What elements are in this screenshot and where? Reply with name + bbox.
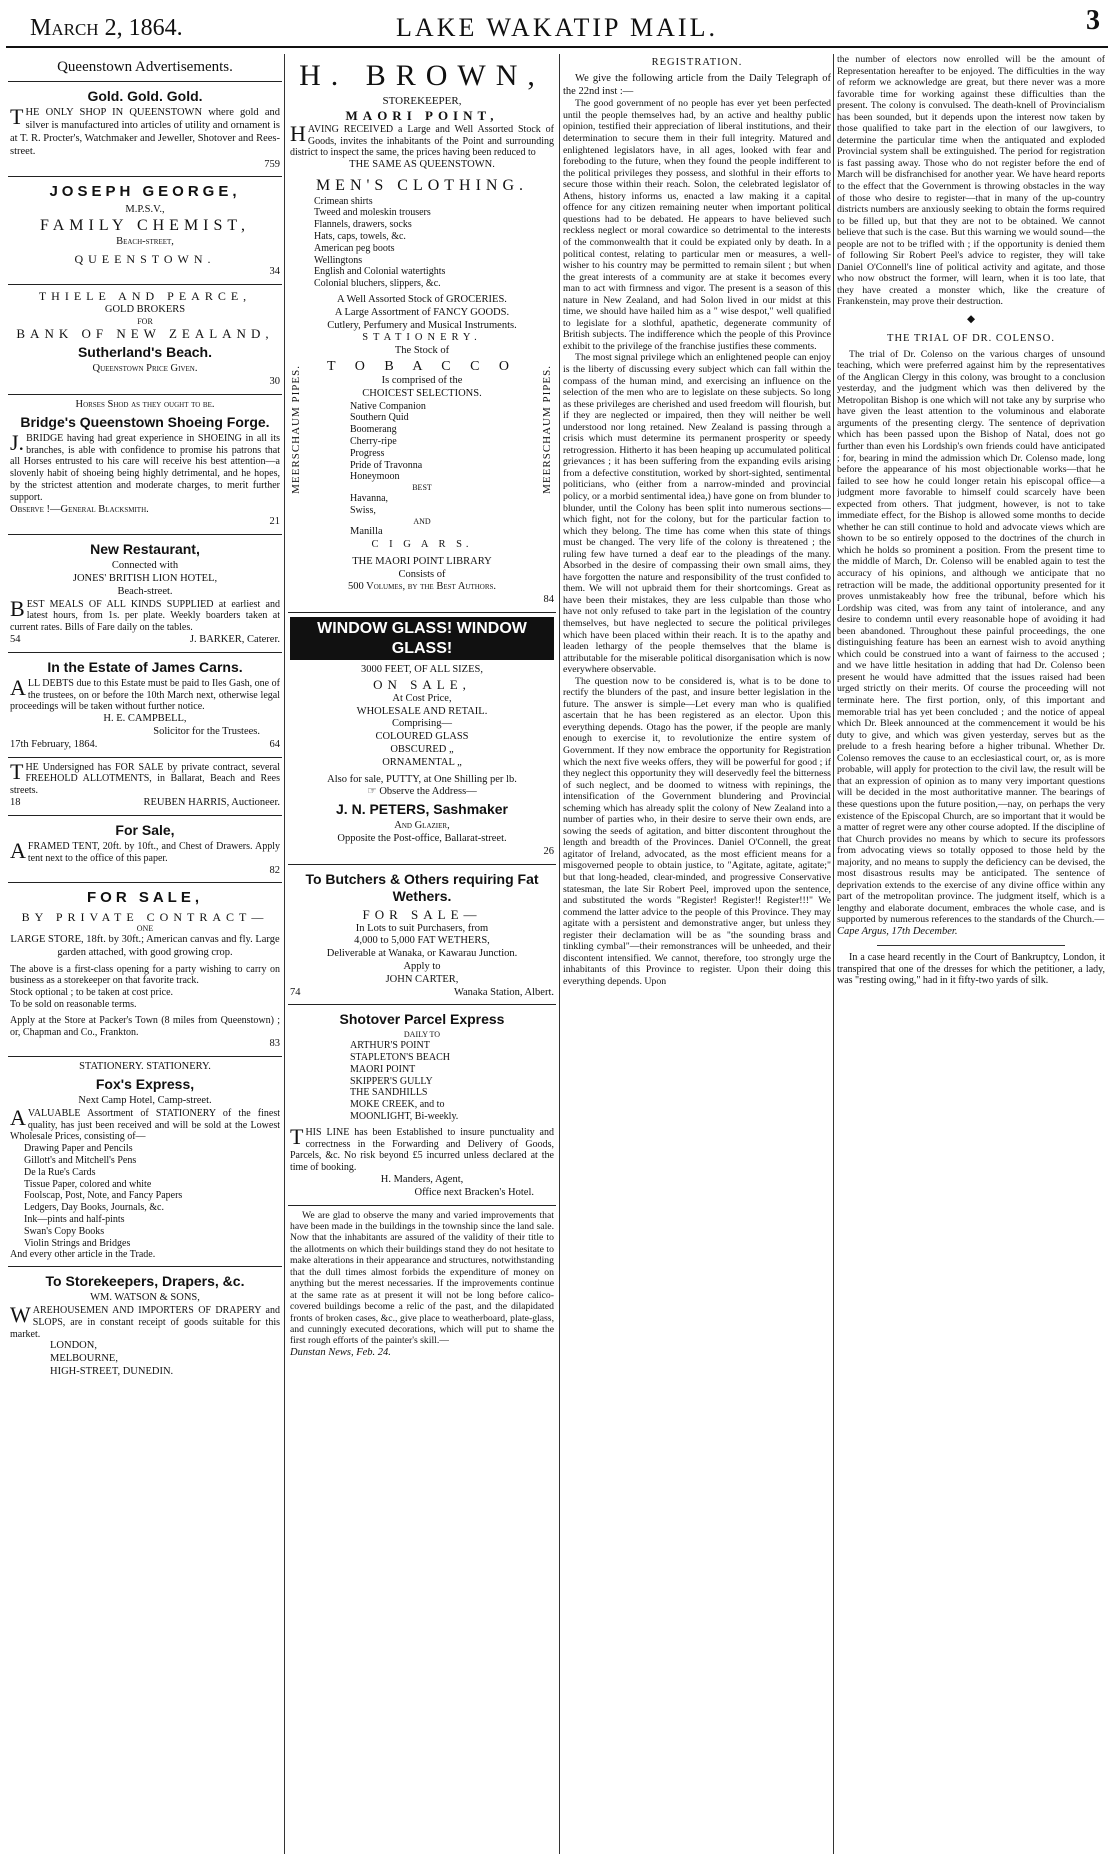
tob-list [310,401,534,484]
list-item: Foolscap, Post, Note, and Fancy Papers [24,1190,183,1202]
list-item: De la Rue's Cards [24,1166,96,1178]
ad-para: The above is a first-class opening for a party wishing to carry on business as a storekeeper on that favorite track. [10,963,280,987]
ad-heading: Fox's Express, [95,1075,195,1092]
tob-sub: Is comprised of the [381,375,463,386]
ad-sub: STOREKEEPER, [382,94,462,107]
ad-heading: FOR SALE, [86,889,203,907]
but-apply: Apply to [403,960,441,972]
wg-wholesale: WHOLESALE AND RETAIL. [356,705,488,717]
ad-text: ALL DEBTS due to this Estate must be paid to Iles Gash, one of the trustees, on or before the 10th March next, otherwise legal proceedings will be taken without further notice. [10,674,280,713]
list-item: Tissue Paper, colored and white [24,1178,152,1190]
ad-text: AVALUABLE Assortment of STATIONERY of the finest quality, has just been received and will be sold at the Lowest Wholesale Prices, consisting of— [10,1104,280,1143]
column-1 [8,54,282,1854]
ad-number: 30 [269,376,280,388]
ad-text: THE Undersigned has FOR SALE by private contract, several FREEHOLD ALLOTMENTS, in Ballarat, Beach and Rees streets. [10,758,280,797]
ad-sub: Beach-street. [117,585,173,597]
ad-carns-estate [8,653,282,758]
list-item: ORNAMENTAL „ [382,756,462,768]
ad-butchers [288,865,556,1006]
section-title: Queenstown Advertisements. [57,59,233,75]
article-snippet: In a case heard recently in the Court of Bankruptcy, London, it transpired that one of the dresses for which the petitioner, a lady, was "resting owing," had in it fifty-two yards of silk. [837,951,1105,987]
ad-line: Cutlery, Perfumery and Musical Instruments. [327,319,517,331]
masthead [0,0,1114,50]
ad-shotover [288,1005,556,1205]
list-item: Tweed and moleskin trousers [314,207,431,219]
list-item: Flannels, drawers, socks [314,219,412,231]
cigars: C I G A R S. [371,539,473,551]
ad-text: HAVING RECEIVED a Large and Well Assorted Stock of Goods, invites the inhabitants of the Point and surrounding district to inspect the same, the prices having been reduced to [290,120,554,159]
column-3 [563,54,831,1854]
ad-line: A Large Assortment of FANCY GOODS. [334,306,510,318]
but-wethers: 4,000 to 5,000 FAT WETHERS, [354,935,490,947]
ad-h-brown [288,54,556,613]
article-text: We are glad to observe the many and varied improvements that have been made in the buildings in the township since the land sale. Now that the inhabitants are assured of the validity of their title to the allotments on which their buildings stand they do not hesitate to make alterations in their appearance and structures, notwithstanding that the dull times almost forbids the expenditure of money on anything but the merest necessaries. If the improvements continue at the same rate as at present it will not be long before calico-covered buildings become a relic of the past, and the dilapidated fronts of broken cases, &c., give place to weatherboard, plate-glass, and cunningly executed decorations, which will put to shame the first rough efforts of the painter's skill.— [290,1209,554,1347]
ad-price: Queenstown Price Given. [92,363,198,375]
ad-tagline: Horses Shod as they ought to be. [75,398,215,410]
sho-sig2: Office next Bracken's Hotel. [414,1186,534,1198]
ad-town: QUEENSTOWN. [74,251,216,266]
list-item: SKIPPER'S GULLY [350,1075,433,1087]
ad-place: Sutherland's Beach. [77,344,213,361]
list-item: Hats, caps, towels, &c. [314,230,406,242]
tob-best: BEST [412,483,432,493]
ad-stationery: STATIONERY. [362,332,482,344]
ad-sub: JONES' BRITISH LION HOTEL, [72,573,218,585]
column-2 [288,54,556,1854]
wg-putty: Also for sale, PUTTY, at One Shilling per lb. [327,773,517,785]
ad-place: HIGH-STREET, DUNEDIN. [50,1366,174,1378]
tob-title: T O B A C C O [326,358,518,374]
ad-place: LONDON, [50,1340,97,1352]
column-divider [559,54,560,1854]
ad-one: ONE [136,924,154,934]
wg-name: J. N. PETERS, Sashmaker [336,801,508,818]
ad-joseph-george [8,177,282,285]
ad-tent [8,816,282,883]
ad-street: Beach-street, [116,235,174,247]
ad-number: 74 [290,986,301,998]
article-paragraph: The most signal privilege which an enlightened people can enjoy is the liberty of discussing every subject which can fall within the compass of the human mind, and exercising an influence on the selection of the men who are to legislate on these subjects. So long as these privileges are cherished and used freedom will flourish, but if they are neglected or impaired, then they will neither be well understood nor long retained. New Zealand is passing through a crisis which must determine its permanent prosperity or speedy retrogression. Hitherto it has been heaping up accumulated political grievances ; it has been suffering from the expanding evils arising from a defective constitution, worked by short-sighted, sentimental politicians, who (either from a narrow-minded and provincial policy, or a morbid sentimental idea,) have gone on from blunder to blunder, until the Colony has been split into numerous sections—which fight, not for the colony, but for the particular faction to which they belong. The time has come when this state of things must be changed. The very life of the colony is threatened ; the ruling few have turned a deaf ear to the pleadings of the many. Absorbed in the desire of compassing their own small aims, they have forgotten the nature and responsibility of the trust confided to them. We will not upbraid them for their shortcomings. Great as have been their mistakes, they are less culpable than those who have not only refused to take part in the legislation of the country themselves, but have neglected to secure the political privileges which have been placed within their reach. It is to the apathy and leaden lethargy of the people themselves that the blame is attributable for the miserable political disorganisation which is now everywhere observable. [563,352,831,676]
ad-watson [8,1267,282,1384]
list-item: Progress [350,447,385,459]
list-item: THE SANDHILLS [350,1087,428,1099]
ad-same: THE SAME AS QUEENSTOWN. [349,159,495,171]
ad-gold-heading: Gold. Gold. Gold. [87,88,203,105]
ad-text: LARGE STORE, 18ft. by 30ft.; American canvas and fly. Large garden attached, with good growing crop. [10,933,280,958]
manilla: Manilla [350,526,383,538]
but-text: In Lots to suit Purchasers, from [355,922,489,934]
but-sale: FOR SALE— [362,906,482,922]
ad-gold-text: THE ONLY SHOP IN QUEENSTOWN where gold and silver is manufactured into articles of utility and ornament is at T. R. Procter's, Watchmaker and Jeweller, Shotover and Rees-street. [10,104,280,157]
ad-heading: For Sale, [115,821,175,838]
but-deliver: Deliverable at Wanaka, or Kawarau Junction. [326,948,518,960]
article-heading: THE TRIAL OF DR. COLENSO. [887,332,1055,344]
sho-daily: DAILY TO [403,1030,441,1040]
list-item: Wellingtons [314,254,363,266]
list-item: Ink—pints and half-pints [24,1214,125,1225]
article-text: The trial of Dr. Colenso on the various charges of unsound teaching, which were preferred against him by the representatives of the Anglican Clergy in this colony, was brought to a conclusion yesterday, and the judgment which was then delivered by the Metropolitan Bishop is one which will not take any by surprise who have given the least attention to the voluminous and elaborate arguments of the presenting clergy. The sentence of deprivation which has been passed upon the Bishop of Natal, does not go further than even his Lordship's own friends could have anticipated ; for, bearing in mind the admission which Dr. Colenso made, long before the appearance of his most objectionable works—that he failed to see how he could longer retain his episcopal office—a judgment more favorable to himself could scarcely have been expected from others. That judgment, however, is not to take immediate effect, for the Bishop is allowed some months to decide whether he can still continue to hold and advocate views which are shown to be so entirely opposed to the doctrines of the church in which he holds so prominent a position. From the present time to the middle of March, Dr. Colenso will be enabled again to test the accuracy of his opinions, and although we anticipate that no retraction will be made, the additional opportunity presented for it proves unmistakeably how free the tribunal, before which his Lordship was cited, was from any taint of intolerance, and any desire to condemn until every reasonable hope of avoiding it had been abandoned. Throughout these painful proceedings, the one distinguishing feature has been an earnest wish to avoid anything which could be construed into a want of fairness to the accused ; and we have little hesitation in adding that had Dr. Colenso been present he would have admitted that the issues raised had been urged strictly on their merits. Of course the proceeding will not terminate here. The first portion, only, of this important and memorable trial has yet been concluded ; and the notice of appeal which Dr. Bleek announced at the commencement it would be his duty to give, and which was given yesterday, serves but as the prelude to a fresh hearing before a higher tribunal. Whether Dr. Colenso removes the cause to an ecclesiastical court, or, as is more probable, will apply for protection to the civil law, the result will be that an expression of opinion as to many very important questions will be decided in the most authoritative manner. The bearings of these questions upon the future position,—nay, on perhaps the very existence of the Episcopal Church, are so important that it would be a matter of regret were any other course adopted. If the discipline of that Church provides no means by which to secure its professors from advocating views so totally opposed to those held by the majority, and no means to supply the deficiency can be devised, the most disastrous results may be anticipated. The sentence of deprivation extends to the exercise of any divine office within any part of the metropolitan province. The judgment itself, which is a lengthy and elaborate document, embraces the whole case, and is supported by numerous references to the standards of the Church.— [837,348,1105,926]
sho-list [290,1040,554,1123]
wg-cost: At Cost Price, [392,692,452,704]
ad-para: To be sold on reasonable terms. [10,998,137,1010]
article-source: Cape Argus, 17th December. [837,925,958,937]
wg-observe: ☞ Observe the Address— [367,786,477,798]
list-item: MAORI POINT [350,1063,416,1075]
ad-heading: Shotover Parcel Express [339,1011,505,1028]
list-item: ARTHUR'S POINT [350,1040,430,1052]
ad-heading: To Butchers & Others requiring Fat Wethers. [305,870,539,904]
list-item: Gillott's and Mitchell's Pens [24,1155,137,1167]
ad-top: STATIONERY. STATIONERY. [79,1061,211,1073]
library-sub: Consists of [398,568,446,580]
list-item: American peg boots [314,242,395,254]
ad-signature: Observe !—General Blacksmith. [10,503,149,515]
column-divider [833,54,834,1854]
masthead-rule [6,46,1108,48]
list-item: Violin Strings and Bridges [24,1237,131,1249]
list-item: STAPLETON'S BEACH [350,1052,450,1063]
ad-number: 759 [264,158,280,170]
wg-feet: 3000 FEET, OF ALL SIZES, [361,664,483,676]
ad-for: FOR [137,316,153,326]
ad-heading: THIELE AND PEARCE, [38,289,252,304]
ad-sub: BY PRIVATE CONTRACT— [21,909,269,924]
ad-number: 26 [543,845,554,857]
article-continuation: the number of electors now enrolled will be the amount of Representation hereafter to be enjoyed. The difficulties in the way of reform we acknowledge are great, but there never was a more favorable time for working against these difficulties than the present. The colony is convulsed. The death-knell of Provincialism has been sounded, but it depends upon the interest now taken by those qualified to take part in the election of our lawgivers, to determine the particular time when the antiquated and exploded Provincial system shall be extinguished. The period for registration is fast passing away. Those who do not register before the end of March will be disfranchised for another year. We have heard reports to the effect that the Government is throwing obstacles in the way of those who desire to register—that in many of the up-country districts numbers are anxiously seeking to obtain the forms required to be filled up, but that they are not to be obtained. We cannot believe that such is the case. But this warning we would sound—the people are not to be trifled with ; if the opportunity is denied them of following Sir Robert Peel's advice to register, they will take Daniel O'Connell's line of political activity and agitate, and those who now obstruct the former, will learn, when it is too late, that they have created a monster which, like the creature of Frankenstein, may prove their destruction. [837,54,1105,308]
cig-list [310,493,534,517]
list-item: Honeymoon [350,471,400,483]
ad-text: J.BRIDGE having had great experience in SHOEING in all its branches, is able with confidence to promise his patrons that all Horses entrusted to his care will receive his best attention—a slovenly habit of shoeing being highly detrimental, and he hopes, by the strictest attention and moderate charges, to merit further support. [10,429,280,503]
ad-text: BEST MEALS OF ALL KINDS SUPPLIED at earliest and latest hours, from 1s. per plate. Weekly boarders taken at current rates. Bills of Fare daily on the tables. [10,595,280,634]
ad-store [8,883,282,1057]
wg-opposite: Opposite the Post-office, Ballarat-street. [337,832,507,844]
ad-signature-title: Solicitor for the Trustees. [153,726,260,738]
list-item: Southern Quid [350,412,409,424]
meerschaum-pipes-right: MEERSCHAUM PIPES. [540,365,553,494]
ad-location: MAORI POINT, [345,108,499,123]
section-header [8,54,282,82]
ad-text: AFRAMED TENT, 20ft. by 10ft., and Chest of Drawers. Apply tent next to the office of this paper. [10,837,280,864]
ad-signature: J. BARKER, Caterer. [189,634,280,645]
ad-fox-express [8,1057,282,1267]
ad-title: FAMILY CHEMIST, [40,217,250,235]
wg-glazier: And Glazier, [394,820,450,832]
list-item: Colonial bluchers, slippers, &c. [314,278,441,290]
column-divider [284,54,285,1854]
list-item: Ledgers, Day Books, Journals, &c. [24,1202,164,1214]
article-heading: REGISTRATION. [651,57,743,68]
article-improvements [288,1206,556,1365]
ad-window-glass [288,613,556,865]
list-item: Boomerang [350,424,397,436]
ad-allotments [8,758,282,816]
library: THE MAORI POINT LIBRARY [352,555,492,567]
ad-sub: Connected with [111,560,179,572]
ad-bank: BANK OF NEW ZEALAND, [16,326,274,342]
section-divider: ◆ [966,314,976,326]
ad-bridge [8,395,282,535]
ad-number: 82 [269,864,280,876]
list-item: Havanna, [350,492,389,504]
ad-subheading: M.P.S.V., [125,203,165,215]
list-item: COLOURED GLASS [375,731,469,743]
tob-pre: The Stock of [394,345,450,357]
ad-heading: WINDOW GLASS! WINDOW GLASS! [290,617,554,660]
ad-number: 34 [269,266,280,278]
ad-number: 83 [269,1038,280,1050]
wg-comprising: Comprising— [391,718,453,730]
issue-date: March 2, 1864. [30,15,183,41]
list-item: Pride of Travonna [350,459,423,471]
ad-number: 84 [543,594,554,606]
list-item: Cherry-ripe [350,435,397,447]
ad-number: 54 [10,634,21,645]
ad-heading: In the Estate of James Carns. [47,658,243,675]
ad-end: And every other article in the Trade. [10,1249,156,1261]
tob-and: AND [413,516,431,526]
meerschaum-pipes-left: MEERSCHAUM PIPES. [290,365,302,494]
list-item: OBSCURED „ [390,743,454,755]
but-name: JOHN CARTER, [385,973,459,985]
article-paragraph: The question now to be considered is, what is to be done to rectify the blunders of the past, and insure better legislation in the future. The answer is simple—Let every man who is qualified ascertain that he has been registered as an elector. Upon this everything depends. Otago has the power, if the people are manly enough to exercise it, to revolutionize the entire system of Government. If they now embrace the opportunity for Registration which the next five weeks offers, they will be powerful for good ; if they neglect this opportunity they will deservedly feel the bitterness of such neglect, and be doomed to witness with repinings, the intensification of the Government blundering and Provincial scheming which has already split the colony of New Zealand into a number of parties who, in their desire to serve their own ends, are sowing the seeds of agitation, and bitter discontent throughout the length and breadth of the Provinces. Daniel O'Connell, the great agitator of Ireland, advocated, as the most efficient means for a misgoverned people to obtain justice, to "Agitate, agitate, agitate;" but that long-headed, clear-minded, and progressive Conservative statesman, the late Sir Robert Peel, improved upon the sentence, and substituted the words "Register! Register!! Register!!!" We commend the latter advice to the people of this Province. They may agitate with a persistent and demonstrative anger, but unless they register their declamation will be as "the sounding brass and tinkling cymbal"—their remonstrances will be unheeded, and their discontent intensified. We cannot, therefore, too strongly urge the inhabitants of this Province to register. Upon their doing this everything depends. Upon [563,675,831,987]
list-item: Drawing Paper and Pencils [24,1143,133,1155]
ad-item-list [10,1143,280,1249]
list-item: MOONLIGHT, Bi-weekly. [350,1110,459,1122]
ad-thiele-pearce [8,285,282,395]
ad-heading: Bridge's Queenstown Shoeing Forge. [20,413,270,430]
ad-mens-clothing: MEN'S CLOTHING. [315,177,529,195]
list-item: Swan's Copy Books [24,1225,105,1237]
page-number: 3 [1086,5,1100,36]
list-item: English and Colonial watertights [314,266,446,278]
ad-number: 64 [269,738,280,750]
ad-place: MELBOURNE, [50,1353,118,1365]
ad-text: WAREHOUSEMEN AND IMPORTERS OF DRAPERY and SLOPS, are in constant receipt of goods suitable for this market. [10,1302,280,1340]
ad-gold [8,82,282,177]
ad-heading: To Storekeepers, Drapers, &c. [45,1273,245,1290]
ad-item-list [290,196,554,290]
ad-signature: REUBEN HARRIS, Auctioneer. [143,797,280,809]
ad-number: 21 [269,516,280,528]
ad-restaurant [8,535,282,653]
newspaper-title: LAKE WAKATIP MAIL. [396,13,718,42]
article-paragraph: The good government of no people has ever yet been perfected until the people themselves had, by an active and healthy public opinion, testified their appreciation of liberal institutions, and their determination to secure them in their full integrity. Matured and enlightened legislators have, in all ages, looked with fear and foreboding to the future, when they found the people indifferent to the political privileges they possess, and slothful in their efforts to secure those within their reach. Solon, the celebrated legislator of Athens, history informs us, enacted a law making it a capital offence for any citizen remaining neuter when important political questions had to be debated. He appears to have believed such reckless neglect or moral cowardice so detrimental to the interests of the commonwealth that it could be expiated only by death. In a political contest, relating to particular men or measures, a well-wisher to his country may be permitted to remain silent ; but when the great interests of a community are at stake it becomes every man to act with firmness and vigor. The present is a season of this nature in New Zealand, and had Solon lived in our midst at this time, we should have hailed him as a " wise despot," well qualified to legislate for a slothful, apathetic, degenerate community of British subjects. The indifference which the people of this Province exhibit to the privilege of the franchise justifies these comments. [563,98,831,352]
ad-signature: H. E. CAMPBELL, [103,713,187,725]
column-4 [837,54,1105,1854]
ad-line: A Well Assorted Stock of GROCERIES. [337,293,507,305]
ad-para: Apply at the Store at Packer's Town (8 miles from Queenstown) ; or, Chapman and Co., Frankton. [10,1014,280,1038]
sho-sig: H. Manders, Agent, [380,1173,464,1185]
but-station: Wanaka Station, Albert. [453,986,554,998]
ad-para: Stock optional ; to be taken at cost price. [10,987,174,999]
ad-sub: Next Camp Hotel, Camp-street. [78,1095,212,1107]
article-intro: We give the following article from the Daily Telegraph of the 22nd inst :— [563,72,831,97]
list-item: Crimean shirts [314,195,373,207]
tob-sel: CHOICEST SELECTIONS. [362,387,482,399]
ad-number: 18 [10,797,21,809]
ad-text: THIS LINE has been Established to insure punctuality and correctness in the Forwarding and Delivery of Goods, Parcels, &c. No risk beyond £5 incurred unless declared at the time of booking. [290,1123,554,1174]
ad-heading: New Restaurant, [90,541,200,558]
list-item: MOKE CREEK, and to [350,1099,445,1111]
library-vol: 500 Volumes, by the Best Authors. [347,581,497,593]
ad-subheading: GOLD BROKERS [104,303,186,315]
rule [877,945,1065,946]
ad-date: 17th February, 1864. [10,738,98,750]
tobacco-block [290,345,554,552]
article-source: Dunstan News, Feb. 24. [290,1346,391,1358]
list-item: Native Companion [350,400,426,412]
ad-name: WM. WATSON & SONS, [90,1292,200,1304]
ad-heading: H. BROWN, [299,59,545,92]
wg-sale: ON SALE, [373,676,471,692]
ad-heading: JOSEPH GEORGE, [49,183,241,201]
list-item: Swiss, [350,504,376,516]
